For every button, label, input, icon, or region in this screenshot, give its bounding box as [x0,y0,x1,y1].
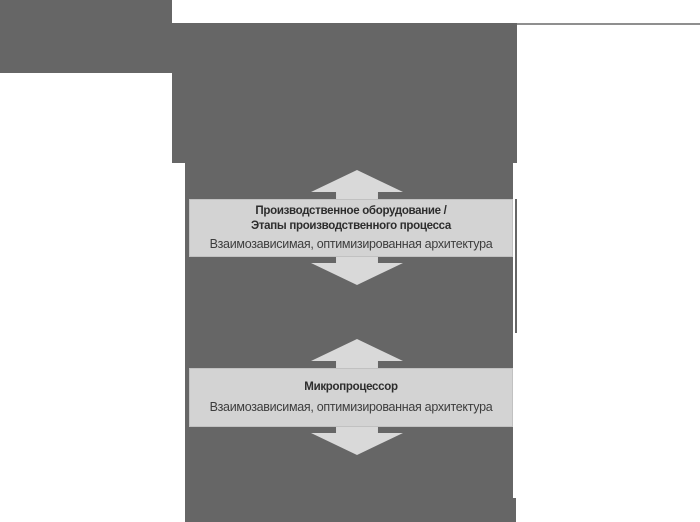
equipment-title-line2: Этапы производственного процесса [250,220,452,232]
equipment-subtitle: Взаимозависимая, оптимизированная архитектура [209,237,493,251]
microprocessor-subtitle: Взаимозависимая, оптимизированная архитектура [209,400,493,414]
microprocessor-box [189,368,513,427]
equipment-title-line1: Производственное оборудование / [255,205,447,217]
upper-system-block [172,23,517,163]
top-right-border-line [517,23,700,25]
equipment-box [189,199,513,257]
right-edge-sliver [515,199,517,333]
top-left-block [0,0,172,73]
bottom-right-block-corner [513,498,516,522]
microprocessor-title: Микропроцессор [304,381,398,393]
